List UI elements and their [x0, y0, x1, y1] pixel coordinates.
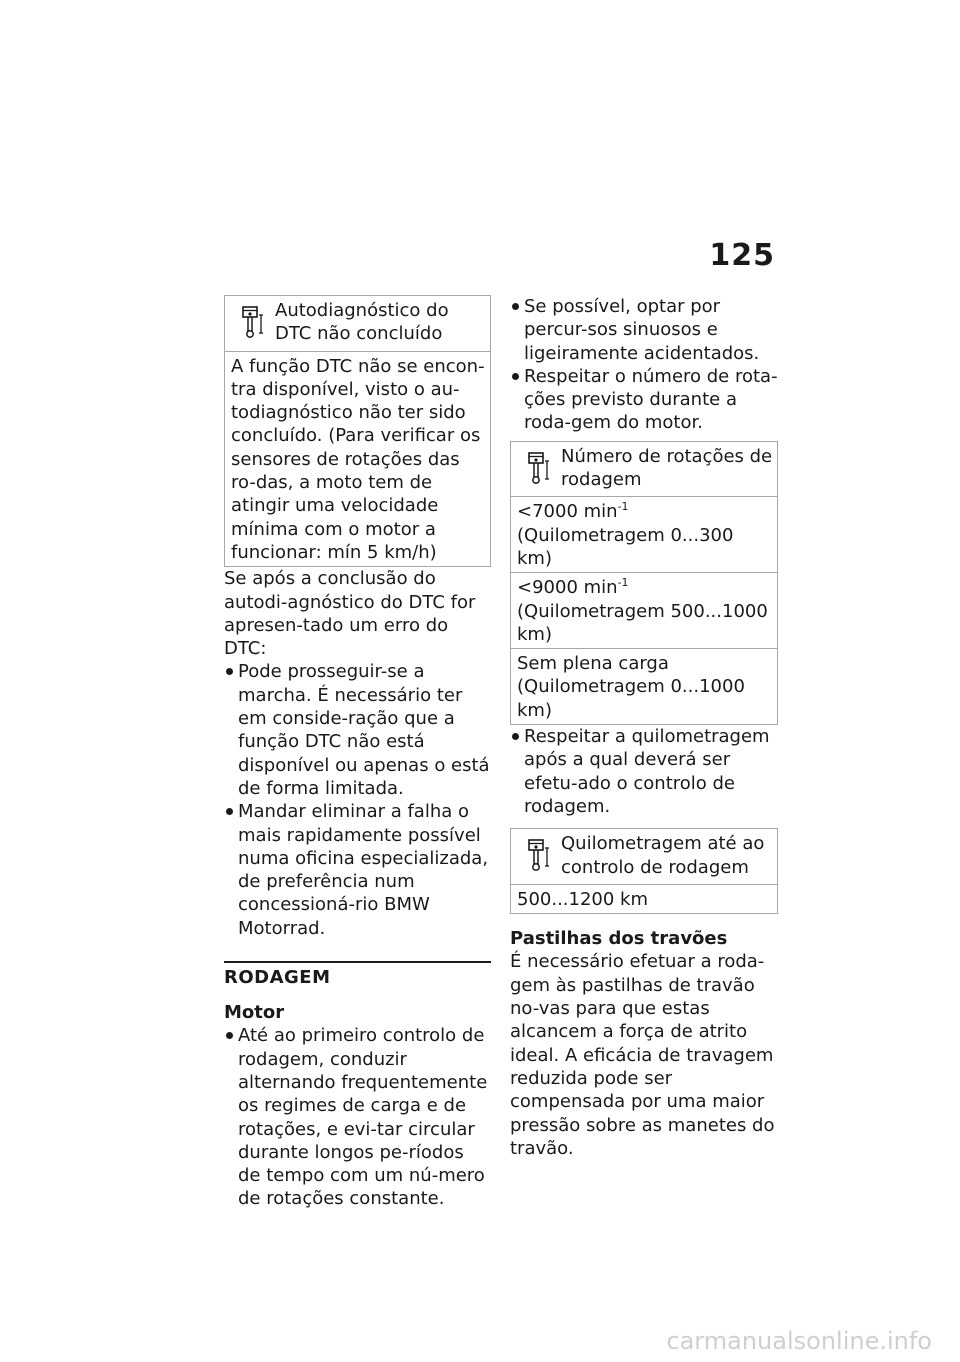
rpm-table-row: Sem plena carga (Quilometragem 0...1000 km) — [511, 648, 777, 724]
dtc-table-body: A função DTC não se encon-tra disponível, visto o au-todiagnóstico não ter sido concluído. (Para verificar os sensores de rotações das ro-das, a moto tem de atingir uma velocidade mínima com o motor a funcionar: mín 5 km/h) — [225, 351, 490, 567]
list-item: Pode prosseguir-se a marcha. É necessário ter em conside-ração que a função DTC não está disponível ou apenas o está de forma limitada. — [224, 660, 491, 800]
subheading-pastilhas: Pastilhas dos travões — [510, 928, 728, 950]
section-divider — [224, 961, 491, 1211]
rpm-range-1: (Quilometragem 0...300 km) — [517, 524, 734, 569]
brake-pads-text: É necessário efetuar a roda-gem às pastilhas de travão no-vas para que estas alcancem a força de atrito ideal. A eficácia de travagem reduzida pode ser compensada por uma maior pressão sobre as manetes do travão. — [510, 951, 775, 1159]
dtc-error-intro: Se após a conclusão do autodi-agnóstico do DTC for apresen-tado um erro do DTC: — [224, 568, 476, 660]
km-table-row: 500...1200 km — [511, 884, 777, 913]
motor-list — [224, 1024, 491, 1210]
rpm-limit-1: <7000 min — [517, 501, 618, 523]
km-table-title: Quilometragem até ao controlo de rodagem — [561, 833, 765, 878]
rpm-table — [510, 441, 778, 725]
list-item: Até ao primeiro controlo de rodagem, conduzir alternando frequentemente os regimes de carga e de rotações, e evi-tar circular durante longos pe-ríodos de tempo com um nú-mero de rotações constante. — [224, 1024, 491, 1210]
rpm-limit-2: <9000 min — [517, 577, 618, 599]
list-item: Respeitar a quilometragem após a qual deverá ser efetu-ado o controlo de rodagem. — [510, 725, 778, 818]
rpm-table-title: Número de rotações de rodagem — [561, 445, 773, 491]
engine-piston-icon — [515, 832, 561, 872]
dtc-table-title: Autodiagnóstico do DTC não concluído — [275, 300, 449, 345]
rpm-unit-exponent: -1 — [617, 500, 629, 514]
section-heading-rodagem: RODAGEM — [224, 967, 331, 989]
rpm-unit-exponent: -1 — [617, 576, 629, 590]
subheading-motor: Motor — [224, 1002, 285, 1024]
km-table-header — [511, 829, 777, 884]
engine-piston-icon — [229, 299, 275, 339]
quilometragem-list — [510, 725, 778, 818]
right-column — [510, 295, 778, 1160]
rodagem-list — [510, 295, 778, 435]
dtc-error-list — [224, 660, 491, 940]
engine-piston-icon — [515, 445, 561, 485]
list-item: Mandar eliminar a falha o mais rapidamente possível numa oficina especializada, de preferência num concessioná-rio BMW Motorrad. — [224, 800, 491, 940]
left-column — [224, 295, 491, 1211]
watermark: carmanualsonline.info — [666, 1327, 932, 1355]
list-item: Se possível, optar por percur-sos sinuosos e ligeiramente acidentados. — [510, 295, 778, 365]
rpm-table-row — [511, 572, 777, 648]
dtc-table-header — [225, 296, 490, 351]
dtc-table — [224, 295, 491, 567]
km-table — [510, 828, 778, 914]
rpm-range-2: (Quilometragem 500...1000 km) — [517, 600, 768, 645]
page-number: 125 — [709, 238, 775, 273]
list-item: Respeitar o número de rota-ções previsto durante a roda-gem do motor. — [510, 365, 778, 435]
rpm-table-header — [511, 442, 777, 497]
rpm-table-row — [511, 496, 777, 572]
